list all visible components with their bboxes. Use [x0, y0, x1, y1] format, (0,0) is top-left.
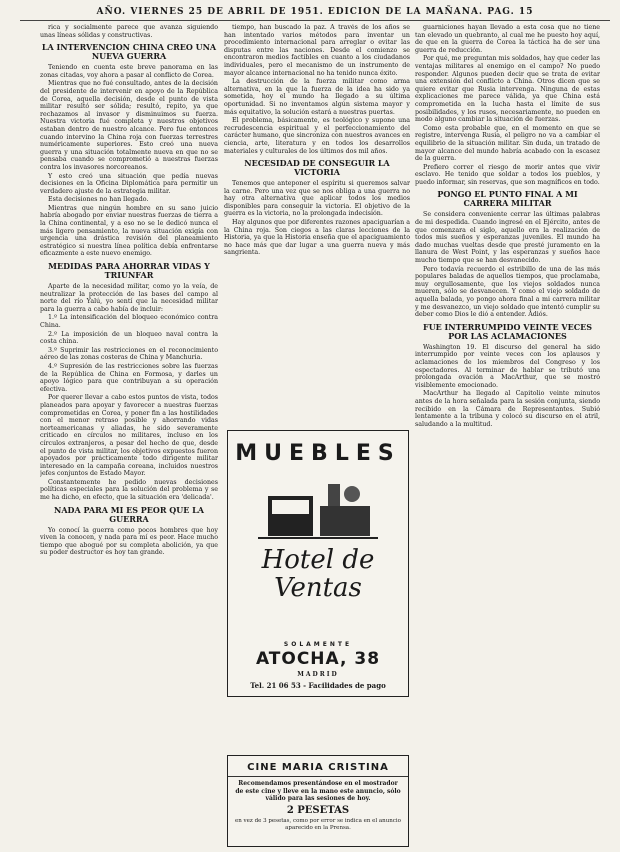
headline: LA INTERVENCION CHINA CREO UNA NUEVA GUERRA — [41, 42, 217, 62]
paragraph: La destrucción de la fuerza militar como arma alternativa, en la que la fuerza de la idea ha sido ya sometida, hoy el mundo ha llegado a su última oportunidad. Si no inventamos algún sistema mayor y más equitativo, la solución estará a nuestras puertas. — [224, 78, 410, 116]
ad-telephone: Tel. 21 06 53 - Facilidades de pago — [250, 681, 386, 690]
paragraph: Washington 19. El discurso del general ha sido interrumpido por veinte veces con los aplausos y aclamaciones de los miembros del Congreso y los espectadores. Al terminar de hablar se tributó una prolongada ovación a MacArthur, que se mostró visiblemente emocionado. — [415, 343, 600, 389]
column-right — [415, 24, 600, 844]
paragraph: tiempo, han buscado la paz. A través de los años se han intentado varios métodos para inventar un procedimiento internacional para arreglar o evitar las disputas entre las naciones. Desde el comienzo se encontraron medios factibles en cuanto a los ciudadanos individuales, pero el mecanismo de un instrumento de mayor alcance internacional no ha tenido nunca éxito. — [224, 24, 410, 77]
cinema-body: Recomendamos presentándose en el mostrador de este cine y lleve en la mano este anuncio, sólo válido para las sesiones de hoy. — [235, 780, 401, 802]
cinema-footnote: en vez de 3 pesetas, como por error se indica en el anuncio aparecido en la Prensa. — [235, 817, 401, 831]
paragraph: El problema, básicamente, es teológico y supone una recrudescencia espiritual y el perfeccionamiento del carácter humano, que sincroniza con nuestros avances en ciencia, arte, literatura y en todos los desarrollos materiales y culturales de los últimos dos mil años. — [224, 117, 410, 155]
paragraph: Mientras que no fué consultado, antes de la decisión del presidente de intervenir en apoyo de la República de Corea, aquella decisión, desde el punto de vista militar resultó ser sólida; resultó, repito, ya que rechazamos al invasor y disminuimos su fuerza. Nuestra victoria fué completa y nuestros objetivos estaban dentro de nuestro alcance. Pero fue entonces cuando intervino la China roja con fuerzas terrestres numéricamente superiores. Esto creó una nueva guerra y una situación totalmente nueva en que no se pensaba cuando se comprometió a nuestras fuerzas contra los invasores norcoreanos. — [40, 80, 218, 171]
paragraph: Yo conocí la guerra como pocos hombres que hoy viven la conocen, y nada para mí es peor. Hace mucho tiempo que abogué por su completa abolición, ya que su poder destructor es hoy tan grande. — [40, 526, 218, 557]
paragraph: Hay algunos que por diferentes razones apaciguarían a la China roja. Son ciegos a las claras lecciones de la Historia, ya que la Historia enseña que el apaciguamiento no hace más que dar lugar a una guerra nueva y más sangrienta. — [224, 219, 410, 257]
column-left — [40, 24, 218, 844]
list-item: 3.º Suprimir las restricciones en el reconocimiento aéreo de las zonas costeras de China y Manchuria. — [40, 346, 218, 362]
page-header: AÑO. VIERNES 25 DE ABRIL DE 1951. EDICION DE LA MAÑANA. PAG. 15 — [20, 4, 610, 21]
paragraph: Teniendo en cuenta este breve panorama en las zonas citadas, voy ahora a pasar al conflicto de Corea. — [40, 64, 218, 79]
paragraph: Y esto creó una situación que pedía nuevas decisiones en la Oficina Diplomática para permitir un verdadero ajuste de la estrategia militar. — [40, 172, 218, 195]
headline: NECESIDAD DE CONSEGUIR LA VICTORIA — [244, 158, 390, 178]
headline: PONGO EL PUNTO FINAL A MI CARRERA MILITAR — [437, 189, 578, 209]
paragraph: Esta decisiones no han llegado. — [48, 196, 149, 204]
paragraph: Aparte de la necesidad militar, como yo la veía, de neutralizar la protección de las bases del campo al norte del río Yalú, yo sentí que la necesidad militar para la guerra a cabo había de incluir: — [40, 283, 218, 313]
paragraph: Se considera conveniente cerrar las últimas palabras de mi despedida. Cuando ingresé en el Ejército, antes de que comenzara el siglo, aquello era la realización de todos mis sueños y esperanzas juveniles. El mundo ha dado muchas vueltas desde que presté juramento en la llanura de West Point, y las esperanzas y sueños hace mucho tiempo que se han desvanecido. — [415, 211, 600, 265]
paragraph: Como esta probable que, en el momento en que se registre, intervenga Rusia, el peligro no va a cambiar el equilibrio de la situación militar. Sin duda, un tratado de mayor alcance del mundo habría acabado con la escasez de la guerra. — [415, 124, 600, 163]
paragraph: MacArthur ha llegado al Capitolio veinte minutos antes de la hora señalada para la sesión conjunta, siendo recibido en la Cámara de Representantes. Subió lentamente a la tribuna y colocó su discurso en el atril, saludando a la multitud. — [415, 390, 600, 428]
paragraph: Tenemos que anteponer el espíritu si queremos salvar la carne. Pero una vez que se nos obliga a una guerra no hay otra alternativa que aplicar todos los medios disponibles para conseguir la victoria. El objetivo de la guerra es la victoria, no la prolongada indecisión. — [224, 180, 410, 218]
ad-title: MUEBLES — [235, 441, 401, 466]
ad-hotel-name: Hotel de Ventas — [261, 545, 375, 603]
paragraph: Mientras que ningún hombre en su sano juicio habría abogado por enviar nuestras fuerzas de tierra a la China continental, y a eso no se le dedicó nunca el más ligero pensamiento, la nueva situación exigía con urgencia una drástica revisión del planeamiento estratégico si nuestra línea política debía enfrentarse eficazmente a este nuevo enemigo. — [40, 204, 218, 258]
cinema-title: CINE MARIA CRISTINA — [228, 762, 408, 777]
paragraph: Por qué, me preguntan mis soldados, hay que ceder las ventajas militares al enemigo en el campo? No puedo responder. Algunos pueden decir que se trata de evitar una extensión del conflicto a China. Otros dicen que se quiere evitar que Rusia intervenga. Ninguna de estas explicaciones me parece válida, ya que China está comprometida en la lucha hasta el límite de sus posibilidades, y los rusos, necesariamente, no pueden en modo alguno cambiar la situación de fuerzas. — [415, 55, 600, 124]
furniture-illustration — [258, 476, 378, 546]
paragraph: rica y socialmente parece que avanza siguiendo unas líneas sólidas y constructivas. — [40, 24, 218, 39]
paragraph: Prefiero correr el riesgo de morir antes que vivir esclavo. He tenido que soldar a todos los pueblos, y puedo informar, sin reservas, que son magníficos en todo. — [415, 163, 600, 186]
headline: MEDIDAS PARA AHORRAR VIDAS Y TRIUNFAR — [48, 261, 210, 281]
paragraph: Constantemente he pedido nuevas decisiones políticas especiales para la solución del problema y se me ha dicho, en efecto, que la situación era 'delicada'. — [40, 478, 218, 502]
cinema-price: 2 PESETAS — [286, 804, 350, 816]
furniture-advertisement — [227, 430, 409, 697]
headline: FUE INTERRUMPIDO VEINTE VECES POR LAS ACLAMACIONES — [423, 321, 592, 341]
cinema-advertisement — [227, 755, 409, 847]
paragraph: Pero todavía recuerdo el estribillo de una de las más populares baladas de aquellos tiempos, que proclamaba, muy orgullosamente, que los viejos soldados nunca mueren, sólo se desvanecen. Y como el viejo soldado de aquella balada, yo pongo ahora final a mi carrera militar y me desvanezco, un viejo soldado que intentó cumplir su deber como Dios le dió a entender. Adiós. — [415, 265, 600, 319]
list-item: 1.º La intensificación del bloqueo económico contra China. — [40, 314, 218, 329]
list-item: 4.º Supresión de las restricciones sobre las fuerzas de la República de China en Formosa, y darles un apoyo lógico para que contribuyan a su operación efectiva. — [40, 362, 218, 393]
ad-solamente: SOLAMENTE — [283, 641, 353, 648]
paragraph: Por querer llevar a cabo estos puntos de vista, todos planeados para apoyar y favorecer a nuestras fuerzas comprometidas en Corea, y poner fin a las hostilidades con el menor retraso posible y ahorrando vidas norteamericanas y aliadas, he sido severamente criticado en círculos no militares, incluso en los círculos extranjeros, a pesar del hecho de que, desde el punto de vista militar, los objetivos expuestos fueron apoyados por prácticamente todo dirigente militar interesado en la campaña coreana, incluidos nuestros jefes conjuntos de Estado Mayor. — [40, 394, 218, 478]
ad-city: MADRID — [297, 671, 339, 678]
list-item: 2.º La imposición de un bloqueo naval contra la costa china. — [40, 330, 218, 346]
headline: NADA PARA MI ES PEOR QUE LA GUERRA — [54, 504, 204, 524]
paragraph: guarniciones hayan llevado a esta cosa que no tiene tan elevado un quebranto, al cual me he puesto hoy aquí, de que en la guerra de Corea la táctica ha de ser una guerra de reducción. — [415, 24, 600, 54]
ad-address: ATOCHA, 38 — [255, 649, 381, 669]
